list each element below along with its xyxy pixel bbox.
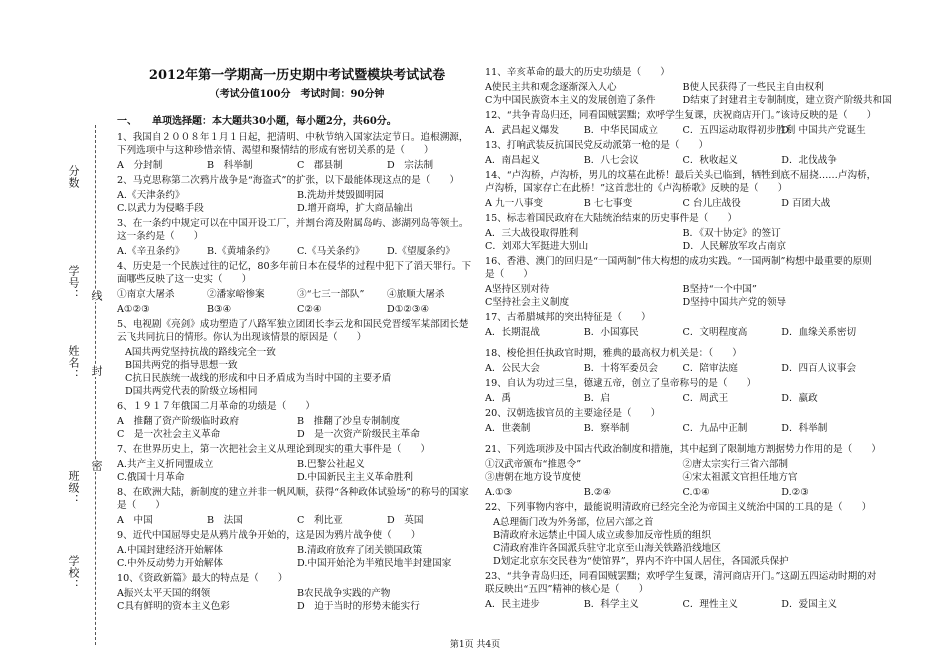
option-item: B 法国 [207,515,243,526]
option-item: B．启 [583,393,610,404]
option-item: B清政府永远禁止中国人成立或参加反帝性质的组织 [493,530,712,541]
question-text: 20、汉朝选拔官员的主要途径是（ ） [485,408,661,419]
option-item: B．中华民国成立 [583,125,658,136]
question-options [117,514,477,527]
option-item: B③④ [207,304,232,315]
option-item: C清政府准许各国派兵驻守北京至山海关铁路沿线地区 [493,543,721,554]
name-label: 姓名： [67,345,80,381]
option-item: A.中国封建经济开始解体 [117,545,223,556]
option-item: C②④ [297,304,322,315]
option-item: B．科学主义 [583,599,639,610]
option-item: A.《天津条约》 [117,190,185,201]
option-item: C.《马关条约》 [297,246,365,257]
option-item: B．小国寡民 [583,327,639,338]
exam-title: 2012年第一学期高一历史期中考试暨模块考试试卷 [148,68,446,83]
question-options [485,598,880,611]
option-item: B使人民获得了一些民主自由权利 [682,82,824,93]
option-item: B.《黄埔条约》 [207,246,275,257]
question-options [117,544,477,570]
option-item: A．世袭制 [485,423,531,434]
question-text: 2、马克思称第二次鸦片战争是“海盗式”的扩张，以下最能体现这点的是（ ） [117,175,460,186]
option-item: B．《双十协定》的签订 [682,228,781,239]
option-item: A.《辛丑条约》 [117,246,185,257]
option-item: D 迫于当时的形势未能实行 [297,601,420,612]
option-item: D.中国新民主主义革命胜利 [297,472,413,483]
question-options [117,245,477,258]
question-list-right [485,66,892,611]
option-item: A．禹 [485,393,512,404]
question-options [117,303,477,316]
option-item: D划定北京东交民巷为“使馆界”，界内不许中国人居住，各国派兵保护 [493,556,789,567]
option-item: ④宋太祖派文官担任地方官 [682,472,798,483]
question-options [485,124,880,137]
question-text: 15、标志着国民政府在大陆统治结束的历史事件是（ ） [485,213,738,224]
option-item: A 推翻了资产阶级临时政府 [117,416,240,427]
option-item: D.②③ [781,487,809,498]
option-item: D．科举制 [781,423,828,434]
question-text: 13、打响武装反抗国民党反动派第一枪的是（ ） [485,140,709,151]
option-item: D①②③④ [387,304,430,315]
option-item: D 百团大战 [781,198,831,209]
option-item: A使民主共和观念逐渐深入人心 [485,82,617,93]
option-item: C．九品中正制 [682,423,748,434]
option-item: B 科举制 [207,160,253,171]
question-text: 21、下列选项涉及中国古代政治制度和措施，其中起到了限制地方割据势力作用的是（ ） [485,444,881,455]
option-item: D 宗法制 [387,160,434,171]
question-options [117,159,477,172]
option-item: B．八七会议 [583,155,639,166]
option-item: ①南京大屠杀 [117,289,175,300]
option-item: ①汉武帝颁布“推恩令” [485,459,582,470]
option-item: A.共产主义折同盟成立 [117,459,214,470]
option-item: D．中国共产党诞生 [781,125,866,136]
class-label: 班级： [67,470,80,506]
question-text: 7、在世界历史上，第一次把社会主义从理论到现实的重大事件是（ ） [117,444,431,455]
dense-char: 密 [90,460,103,472]
option-item: C．理性主义 [682,599,738,610]
question-text: 23、“共争青岛归还，同看国贼罢黜；欢呼学生复课，清河商店开门。”这副五四运动时期的对联反映出“五四”精神的核心是（ ） [485,571,877,595]
option-item: C 郡县制 [297,160,343,171]
question-text: 22、下列事物内容中，最能说明清政府已经完全沦为帝国主义统治中国的工具的是（ ） [485,502,872,513]
option-item: A．公民大会 [485,363,540,374]
option-item: C坚持社会主义制度 [485,297,570,308]
option-item: A①②③ [117,304,150,315]
seal-char: 封 [90,365,103,377]
question-options [117,587,477,613]
question-options [485,458,880,484]
question-text: 17、古希腊城邦的突出特征是（ ） [485,312,651,323]
right-column [485,66,892,613]
option-item: C.以武力为侵略手段 [117,203,204,214]
option-item: A.①③ [485,487,513,498]
option-item: D．爱国主义 [781,599,837,610]
question-options [117,189,477,215]
question-text: 11、辛亥革命的最大的历史功绩是（ ） [485,67,670,78]
question-list-left [117,131,477,613]
section-heading: 一、 单项选择题：本大题共30小题，每小题2分，共60分。 [117,116,397,127]
option-item: B坚持“一个中国” [682,284,757,295]
question-options [485,326,880,339]
option-item: C．陪审法庭 [682,363,738,374]
question-text: 5、电视剧《亮剑》成功塑造了八路军独立团团长李云龙和国民党晋绥军某部团长楚云飞共同抗日的情形。你认为出现该情景的原因是（ ） [117,319,469,343]
option-item: ②潘家峪惨案 [207,289,265,300]
exam-subtitle: （考试分值100分 考试时间：90分钟 [209,89,385,100]
option-item: B．十将军委员会 [583,363,658,374]
option-item: D．嬴政 [781,393,818,404]
question-text: 1、我国自２００８年１月１日起，把清明、中秋节纳入国家法定节日。追根溯源，下列选项中与这种珍惜亲情、渴望和聚情结的形成有密切关系的是（ ） [117,132,469,156]
question-options [485,81,892,107]
option-item: B.巴黎公社起义 [297,459,365,470]
question-text: 6、１９１７年俄国二月革命的功绩是（ ） [117,401,315,412]
school-label: 学校： [67,555,80,591]
question-text: 10、《资政新篇》最大的特点是（ ） [117,573,288,584]
option-item: C 利比亚 [297,515,343,526]
option-item: ③唐朝在地方设节度使 [485,472,581,483]
option-item: D.中国开始沦为半殖民地半封建国家 [297,558,452,569]
option-item: A．南昌起义 [485,155,540,166]
option-item: D．北伐战争 [781,155,837,166]
option-item: C．五四运动取得初步胜利 [682,125,796,136]
question-options [485,422,880,435]
question-options [485,486,880,499]
question-text: 19、自认为功过三皇，德逮五帝，创立了皇帝称号的是（ ） [485,378,757,389]
option-item: A总理衙门改为外务部，位居六部之首 [493,517,654,528]
line-char: 线 [90,290,103,302]
option-item: D．血缘关系密切 [781,327,857,338]
binding-line [95,125,96,645]
option-item: ③“七三一部队” [297,289,365,300]
option-item: C．秋收起义 [682,155,738,166]
option-item: C具有鲜明的资本主义色彩 [117,601,230,612]
option-item: C 台儿庄战役 [682,198,741,209]
question-options [117,346,477,398]
option-item: B 七七事变 [583,198,633,209]
option-item: D．人民解放军攻占南京 [682,241,787,252]
question-options [485,227,880,253]
option-item: ④旅顺大屠杀 [387,289,445,300]
option-item: C抗日民族统一战线的形成和中日矛盾成为当时中国的主要矛盾 [125,373,392,384]
page-footer: 第1页 共4页 [449,640,501,650]
option-item: A 分封制 [117,160,163,171]
option-item: D结束了封建君主专制制度，建立资产阶级共和国 [682,95,892,106]
option-item: C．周武王 [682,393,729,404]
option-item: C．文明程度高 [682,327,748,338]
question-options [485,154,880,167]
option-item: B.清政府放弃了闭关锁国政策 [297,545,423,556]
question-options [117,288,477,301]
score-label: 分数 [67,165,80,189]
option-item: D.《望厦条约》 [387,246,455,257]
option-item: C.中外反动势力开始解体 [117,558,223,569]
question-options [485,362,880,375]
option-item: A．长期混战 [485,327,540,338]
question-options [485,197,880,210]
option-item: D 是一次资产阶级民主革命 [297,429,420,440]
question-options [117,458,477,484]
question-text: 8、在欧洲大陆，新制度的建立并非一帆风顺，获得“各种政体试验场”的称号的国家是（ ） [117,487,469,511]
question-options [117,415,477,441]
option-item: D．四百人议事会 [781,363,857,374]
question-text: 12、“共争青岛归还，同看国贼罢黜；欢呼学生复课，庆祝商店开门。”该诗反映的是（ ） [485,110,877,121]
option-item: A国共两党坚持抗战的路线完全一致 [125,347,276,358]
question-text: 14、“卢沟桥，卢沟桥，男儿的坟墓在此桥！最后关头已临到，牺牲到底不屈挠……卢沟桥，卢沟桥，国家存亡在此桥！”这首悲壮的《卢沟桥歌》反映的是（ ） [485,170,877,194]
left-column [117,62,477,615]
question-options [485,516,880,568]
option-item: B.洗劫并焚毁圆明园 [297,190,384,201]
option-item: A．武昌起义爆发 [485,125,560,136]
question-text: 4、历史是一个民族过往的记忆，80多年前日本在侵华的过程中犯下了滔天罪行。下面哪些反映了这一史实（ ） [117,261,472,285]
option-item: C.俄国十月革命 [117,472,185,483]
binding-margin [55,115,115,655]
question-text: 9、近代中国屈辱史是从鸦片战争开始的，这是因为鸦片战争使（ ） [117,530,421,541]
question-text: 3、在一条约中规定可以在中国开设工厂，并割台湾及附属岛屿、澎湖列岛等领土。这一条约是（ ） [117,218,469,242]
question-text: 18、梭伦担任执政官时期，雅典的最高权力机关是：（ ） [485,348,742,359]
option-item: B．察举制 [583,423,630,434]
option-item: A．民主进步 [485,599,540,610]
option-item: A 九一八事变 [485,198,543,209]
option-item: A坚持区别对待 [485,284,550,295]
student-no-label: 学号： [67,265,80,301]
option-item: C为中国民族资本主义的发展创造了条件 [485,95,656,106]
option-item: B.②④ [583,487,612,498]
option-item: ②唐太宗实行三省六部制 [682,459,789,470]
option-item: A 中国 [117,515,153,526]
option-item: C.①④ [682,487,710,498]
option-item: D国共两党代表的阶级立场相同 [125,386,258,397]
option-item: B农民战争实践的产物 [297,588,391,599]
option-item: C．刘邓大军挺进大别山 [485,241,589,252]
option-item: B 推翻了沙皇专制制度 [297,416,400,427]
option-item: A振兴太平天国的纲领 [117,588,211,599]
option-item: C 是一次社会主义革命 [117,429,221,440]
option-item: D.增开商埠，扩大商品输出 [297,203,413,214]
question-options [485,392,880,405]
option-item: D坚持中国共产党的领导 [682,297,787,308]
option-item: A．三大战役取得胜利 [485,228,579,239]
question-options [485,283,880,309]
option-item: B国共两党的指导思想一致 [125,360,238,371]
option-item: D 英国 [387,515,424,526]
question-text: 16、香港、澳门的回归是“一国两制”伟大构想的成功实践。“一国两制”构想中最重要的原则是（ ） [485,256,872,280]
